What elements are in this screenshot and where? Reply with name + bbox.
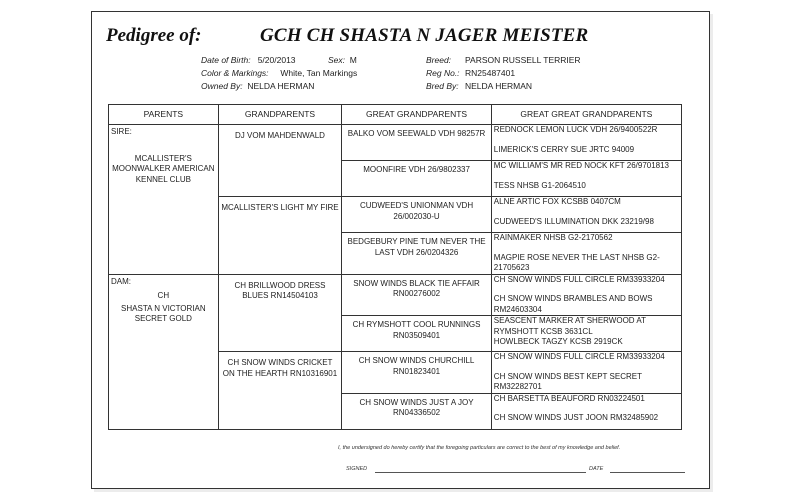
reg-label: Reg No.: [426,68,460,78]
great-grandparent-cell: MOONFIRE VDH 26/9802337 [342,161,491,197]
grandparent-name: DJ VOM MAHDENWALD [235,131,325,140]
gggp-name: CH SNOW WINDS BRAMBLES AND BOWS RM24603304 [493,294,653,314]
gggp-name: SEASCENT MARKER AT SHERWOOD AT RYMSHOTT KCSB 3631CL [493,316,646,336]
header-grandparents: GRANDPARENTS [218,105,342,125]
header-great-grandparents: GREAT GRANDPARENTS [342,105,491,125]
signature-line[interactable] [375,472,586,473]
gggp-name: CH SNOW WINDS BEST KEPT SECRET RM32282701 [493,371,642,391]
dob-row [201,55,296,65]
table-row [109,274,682,316]
owner-value: NELDA HERMAN [247,81,315,91]
great-great-grandparent-cell [491,233,681,275]
reg-row [426,68,460,78]
sire-cell [109,125,219,275]
gggp-name: RAINMAKER NHSB G2-2170562 [493,233,613,242]
great-grandparent-cell: CH RYMSHOTT COOL RUNNINGS RN03509401 [342,316,491,352]
grandparent-cell [218,197,342,275]
dam-cell [109,274,219,429]
gggp-name: MC WILLIAM'S MR RED NOCK KFT 26/9701813 [493,161,670,170]
reg-value: RN25487401 [465,68,516,78]
color-value: White, Tan Markings [280,68,358,78]
table-row [109,125,682,161]
dob-value: 5/20/2013 [257,55,296,65]
great-great-grandparent-cell [491,125,681,161]
breed-row [426,55,451,65]
table-header-row [109,105,682,125]
dam-title: CH [157,291,170,300]
grandparent-name: CH SNOW WINDS CRICKET ON THE HEARTH RN10316901 [222,358,338,378]
grandparent-cell [218,352,342,430]
date-line[interactable] [610,472,685,473]
sex-row [328,55,357,65]
reg-value-wrap [465,68,515,78]
signed-label: SIGNED [346,466,368,472]
certification-text: I, the undersigned do hereby certify that the foregoing particulars are correct to the best of my knowledge and belief. [338,445,621,451]
great-great-grandparent-cell [491,316,681,352]
gggp-name: CUDWEED'S ILLUMINATION DKK 23219/98 [493,216,654,226]
dam-name: SHASTA N VICTORIAN SECRET GOLD [121,303,206,323]
owner-label: Owned By: [201,81,243,91]
color-label: Color & Markings: [201,68,269,78]
great-grandparent-cell: BALKO VOM SEEWALD VDH 98257R [342,125,491,161]
great-great-grandparent-cell [491,161,681,197]
great-great-grandparent-cell [491,197,681,233]
gggp-name: CH SNOW WINDS FULL CIRCLE RM33933204 [493,352,665,361]
great-grandparent-cell: BEDGEBURY PINE TUM NEVER THE LAST VDH 26/0204326 [342,233,491,275]
gggp-name: CH BARSETTA BEAUFORD RN03224501 [493,393,645,403]
gggp-name: REDNOCK LEMON LUCK VDH 26/9400522R [493,125,658,134]
gggp-name: TESS NHSB G1-2064510 [493,180,586,190]
breed-label: Breed: [426,55,452,65]
great-grandparent-cell: CH SNOW WINDS CHURCHILL RN01823401 [342,352,491,394]
breed-value-wrap [465,55,581,65]
grandparent-name: CH BRILLWOOD DRESS BLUES RN14504103 [234,280,326,300]
breed-value: PARSON RUSSELL TERRIER [465,55,581,65]
dob-label: Date of Birth: [201,55,251,65]
title-label: Pedigree of: [106,25,202,46]
gggp-name: HOWLBECK TAGZY KCSB 2919CK [493,337,623,346]
breeder-value: NELDA HERMAN [465,81,533,91]
great-grandparent-cell: SNOW WINDS BLACK TIE AFFAIR RN00276002 [342,274,491,316]
sex-label: Sex: [328,55,346,65]
gggp-name: MAGPIE ROSE NEVER THE LAST NHSB G2-21705623 [493,252,660,272]
great-grandparent-cell: CUDWEED'S UNIONMAN VDH 26/002030-U [342,197,491,233]
owner-row [201,81,314,91]
color-row [201,68,357,78]
great-great-grandparent-cell [491,393,681,429]
breeder-value-wrap [465,81,532,91]
breeder-row [426,81,459,91]
gggp-name: CH SNOW WINDS JUST JOON RM32485902 [493,413,659,422]
date-label: DATE [589,466,604,472]
gggp-name: CH SNOW WINDS FULL CIRCLE RM33933204 [493,274,665,284]
grandparent-name: MCALLISTER'S LIGHT MY FIRE [221,203,339,212]
grandparent-cell [218,125,342,197]
breeder-label: Bred By: [426,81,459,91]
pedigree-page [91,11,710,489]
sire-name: MCALLISTER'S MOONWALKER AMERICAN KENNEL CLUB [112,153,215,184]
header-parents: PARENTS [109,105,219,125]
great-great-grandparent-cell [491,352,681,394]
gggp-name: LIMERICK'S CERRY SUE JRTC 94009 [493,144,635,154]
sex-value: M [349,55,357,65]
dog-name: GCH CH SHASTA N JAGER MEISTER [260,25,589,46]
pedigree-table [108,104,682,430]
header-great-great-grandparents: GREAT GREAT GRANDPARENTS [491,105,681,125]
great-grandparent-cell: CH SNOW WINDS JUST A JOY RN04336502 [342,393,491,429]
sire-label: SIRE: [111,127,132,136]
dam-label: DAM: [111,276,131,286]
grandparent-cell [218,274,342,352]
gggp-name: ALNE ARTIC FOX KCSBB 0407CM [493,197,621,206]
great-great-grandparent-cell [491,274,681,316]
